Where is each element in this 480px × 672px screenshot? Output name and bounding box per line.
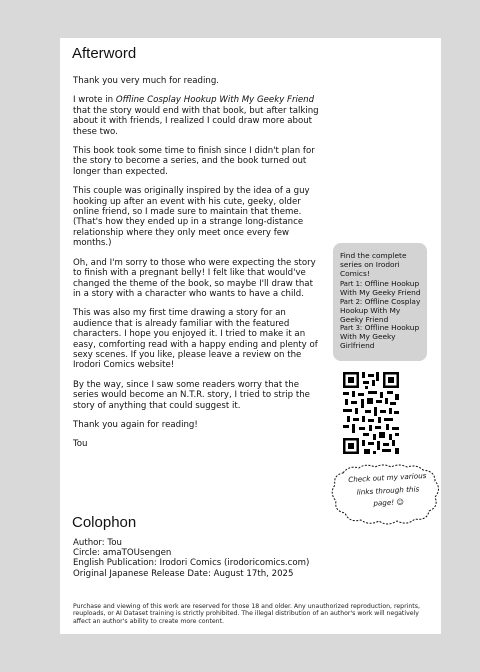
paragraph-series: This book took some time to finish since I didn't plan for the story to become a series, and the book turned out longer than expected.: [73, 146, 315, 177]
afterword-page: [60, 38, 441, 634]
thanks-paragraph: Thank you very much for reading.: [73, 76, 220, 86]
series-part-1[interactable]: [340, 280, 421, 298]
series-part-2[interactable]: [340, 298, 421, 324]
colophon-heading: Colophon: [72, 514, 137, 531]
colophon-details: [73, 538, 413, 579]
part-title: Offline Hookup With My Geeky Friend: [340, 279, 421, 298]
paragraph-story-origin: [73, 95, 321, 137]
part-label: Part 1:: [340, 280, 363, 289]
afterword-body: [73, 76, 321, 459]
book-title: Offline Cosplay Hookup With My Geeky Friend: [115, 95, 315, 106]
paragraph-ntr: By the way, since I saw some readers worry that the series would become an N.T.R. story, I tried to strip the story of anything that could suggest it.: [73, 379, 310, 411]
paragraph-inspiration: This couple was originally inspired by the idea of a guy hooking up after an event with his cute, geeky, older online friend, so I made sure to maintain that theme. (That's how they ended up in a strange long-distance relationship where they only meet once every few months.): [73, 186, 310, 249]
qr-code[interactable]: [343, 372, 399, 454]
bubble-text: Check out my various links through this page! ☺: [347, 470, 427, 508]
legal-notice: Purchase and viewing of this work are reserved for those 18 and older. Any unauthorized reproduction, reprints, reuploads, or AI Dataset training is strictly prohibited. The illegal distribution of an author's work will negatively affect an author's ability to create more content.: [73, 603, 420, 625]
paragraph-first-time: This was also my first time drawing a story for an audience that is already familiar with the featured characters. I hope you enjoyed it. I tried to make it an easy, comforting read with a happy ending and plenty of sexy scenes. If you like, please leave a review on the Irodori Comics website!: [73, 308, 318, 371]
series-part-3[interactable]: [340, 324, 421, 350]
series-links-box: [333, 243, 427, 361]
afterword-heading: Afterword: [72, 45, 137, 62]
series-intro: Find the complete series on Irodori Comics!: [340, 251, 407, 278]
circle-line: Circle: amaTOUsengen: [73, 548, 172, 559]
paragraph-thanks-again: Thank you again for reading!: [73, 419, 198, 430]
paragraph-text: that the story would end with that book, but after talking about it with friends, I realized I could draw more about these two.: [73, 105, 319, 137]
signature: Tou: [73, 439, 88, 450]
paragraph-text: I wrote in: [73, 95, 116, 106]
release-line: Original Japanese Release Date: August 17th, 2025: [73, 568, 294, 579]
paragraph-apology: Oh, and I'm sorry to those who were expecting the story to finish with a pregnant belly! I felt like that would've changed the theme of the book, so maybe I'll draw that in a story with a character who wants to have a child.: [73, 257, 316, 299]
part-label: Part 2:: [340, 297, 363, 306]
part-title: Offline Hookup With My Geeky Girlfriend: [340, 323, 420, 350]
part-label: Part 3:: [340, 324, 363, 333]
author-line: Author: Tou: [73, 538, 122, 548]
part-title: Offline Cosplay Hookup With My Geeky Friend: [340, 296, 421, 324]
publication-line: English Publication: Irodori Comics (irodoricomics.com): [73, 558, 310, 569]
